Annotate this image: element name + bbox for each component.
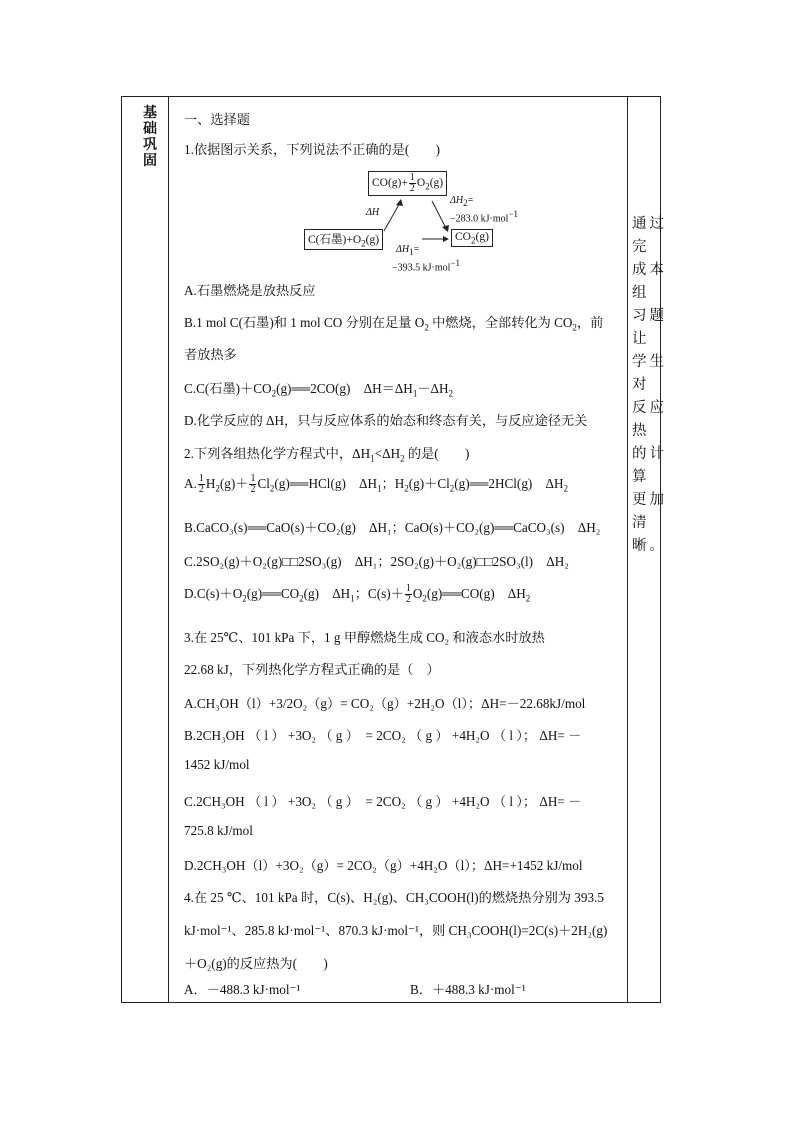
text: O [412, 586, 423, 601]
text: (g)══2CO(g) ΔH＝ΔH [276, 381, 413, 396]
subscript: 1 [412, 388, 418, 399]
text: (g) [475, 231, 489, 243]
q3-stem-line2: 22.68 kJ，下列热化学方程式正确的是（ ） [184, 662, 440, 677]
text: 的是( ) [404, 446, 470, 461]
arrow-head [396, 199, 403, 206]
numerator: 1 [409, 172, 415, 183]
fraction [198, 474, 205, 495]
dh1-label [396, 244, 419, 257]
subscript: 2 [271, 388, 277, 399]
q3-option-c-line1: C.2CH₃OH （ l ） +3O₂ （ g ） = 2CO₂ （ g ） +4H₂O （ l ）； ΔH= － [184, 794, 582, 809]
fraction [249, 474, 256, 495]
text: 中燃烧，全部转化为 CO [428, 315, 573, 330]
arrow-head [442, 225, 449, 232]
arrow-right-down [432, 201, 447, 230]
text: ，前 [576, 315, 604, 330]
numerator: 1 [405, 583, 411, 595]
fraction [405, 584, 412, 605]
text: (g)══CO [246, 586, 300, 601]
subscript: 2 [400, 453, 405, 464]
denominator: 2 [250, 484, 256, 496]
text: (g)＋ [219, 476, 249, 491]
text: Cl [257, 476, 270, 491]
side-label-char: 固 [143, 153, 157, 169]
q2-option-c: C.2SO₂(g)＋O₂(g)□□2SO₃(g) ΔH₁；2SO₂(g)＋O₂(g)□□2SO₃(l) ΔH₂ [184, 554, 569, 569]
q2-option-d [184, 583, 530, 605]
text: ΔH [366, 207, 380, 218]
subscript: 2 [424, 322, 429, 333]
note-line: 通过完 [632, 216, 667, 255]
subscript: 2 [448, 388, 454, 399]
q2-stem [184, 443, 469, 464]
denominator: 2 [198, 484, 204, 496]
arrow-left-up [384, 201, 401, 231]
text: ；H [381, 476, 405, 491]
superscript: −1 [450, 258, 460, 268]
text: C.C(石墨)＋CO [184, 381, 272, 396]
text: CO(g)+ [372, 177, 408, 190]
text: (g) ΔH [303, 586, 351, 601]
q2-option-b: B.CaCO₃(s)══CaO(s)＋CO₂(g) ΔH₁；CaO(s)＋CO₂(g)══CaCO₃(s) ΔH₂ [184, 520, 601, 535]
subscript: 2 [242, 593, 247, 604]
diagram-left-box [304, 229, 383, 250]
subscript: 2 [269, 483, 275, 494]
subscript: 2 [361, 238, 366, 249]
subscript: 1 [409, 247, 414, 257]
text: B.1 mol C(石墨)和 1 mol CO 分别在足量 O [184, 315, 425, 330]
subscript: 2 [422, 593, 427, 604]
note-line: 习题让 [632, 308, 667, 347]
text: O [416, 177, 426, 190]
subscript: 2 [404, 483, 409, 494]
q3-stem-line1: 3.在 25℃、101 kPa 下，1 g 甲醇燃烧生成 CO₂ 和液态水时放热 [184, 630, 545, 645]
q1-option-d: D.化学反应的 ΔH，只与反应体系的始态和终态有关，与反应途径无关 [184, 413, 588, 428]
text: ；C(s)＋ [354, 586, 404, 601]
text: (g)══HCl(g) ΔH [274, 476, 378, 491]
q4-stem-line3: ＋O₂(g)的反应热为( ) [184, 956, 328, 971]
note-line: 的计算 [632, 446, 667, 485]
note-line: 晰。 [632, 538, 667, 554]
text: (g)══2HCl(g) ΔH [454, 476, 564, 491]
column-divider-right [627, 97, 628, 1002]
dh2-label [450, 195, 518, 224]
q3-option-b-line1: B.2CH₃OH （ l ） +3O₂ （ g ） = 2CO₂ （ g ） +4H₂O （ l ）； ΔH= － [184, 728, 582, 743]
column-divider-left [168, 97, 169, 1002]
subscript: 2 [299, 593, 304, 604]
text: (g)＋Cl [408, 476, 450, 491]
q2-option-a [184, 473, 568, 495]
q4-stem-line1: 4.在 25 ℃、101 kPa 时，C(s)、H₂(g)、CH₃COOH(l)的燃烧热分别为 393.5 [184, 890, 604, 905]
note-line: 成本组 [632, 262, 667, 301]
subscript: 2 [425, 181, 430, 192]
note-line: 反应热 [632, 400, 667, 439]
q1-option-b-line1 [184, 312, 603, 333]
subscript: 2 [470, 235, 476, 246]
q1-option-a: A.石墨燃烧是放热反应 [184, 283, 316, 298]
text: 2.下列各组热化学方程式中，ΔH [184, 446, 371, 461]
superscript: −1 [508, 209, 518, 219]
subscript: 2 [563, 483, 568, 494]
text: (g) [365, 234, 380, 246]
side-label-char: 础 [143, 121, 157, 137]
text: CO [455, 231, 471, 243]
text: = [467, 195, 474, 206]
teaching-note [632, 213, 682, 558]
side-label-char: 基 [143, 105, 157, 121]
note-line: 学生对 [632, 354, 667, 393]
denominator: 2 [409, 183, 415, 194]
subscript: 2 [215, 483, 220, 494]
side-label-char: 巩 [143, 137, 157, 153]
section-side-label [142, 105, 158, 169]
q3-option-d: D.2CH₃OH（l）+3O₂（g）= 2CO₂（g）+4H₂O（l）；ΔH=+1452 kJ/mol [184, 858, 583, 873]
numerator: 1 [250, 473, 256, 485]
dh1-value [392, 258, 460, 273]
dh-label [366, 207, 379, 218]
numerator: 1 [198, 473, 204, 485]
text: H [205, 476, 216, 491]
enthalpy-diagram [304, 171, 534, 274]
subscript: 2 [572, 322, 577, 333]
subscript: 1 [377, 483, 382, 494]
text: ΔH [450, 195, 464, 206]
text: －ΔH [417, 381, 449, 396]
text: −283.0 kJ·mol [450, 213, 509, 225]
q1-stem: 1.依据图示关系，下列说法不正确的是( ) [184, 142, 441, 157]
diagram-right-box [451, 229, 493, 247]
subscript: 2 [463, 198, 468, 208]
text: D.C(s)＋O [184, 586, 243, 601]
subscript: 2 [449, 483, 455, 494]
q1-option-b-line2: 者放热多 [184, 347, 237, 362]
q3-option-b-line2: 1452 kJ/mol [184, 757, 250, 772]
text: (g) [429, 177, 444, 190]
subscript: 1 [370, 453, 375, 464]
q4-stem-line2: kJ·mol⁻¹、285.8 kJ·mol⁻¹、870.3 kJ·mol⁻¹，则 CH₃COOH(l)=2C(s)＋2H₂(g) [184, 923, 608, 938]
text: C(石墨)+O [308, 234, 362, 246]
text: ΔH [396, 244, 410, 255]
subscript: 1 [350, 593, 355, 604]
q4-option-a: A．－488.3 kJ·mol⁻¹ [184, 982, 301, 997]
text: −393.5 kJ·mol [392, 262, 451, 274]
lesson-table [121, 96, 667, 1003]
text: (g)══CO(g) ΔH [426, 586, 526, 601]
section-title: 一、选择题 [184, 112, 250, 127]
denominator: 2 [405, 594, 411, 606]
q3-option-a: A.CH₃OH（l）+3/2O₂（g）= CO₂（g）+2H₂O（l）；ΔH=－22.68kJ/mol [184, 696, 586, 711]
q1-option-c [184, 378, 453, 399]
text: <ΔH [374, 446, 401, 461]
text: = [413, 244, 420, 255]
text: A. [184, 476, 197, 491]
note-line: 更加清 [632, 492, 667, 531]
q4-option-b: B．＋488.3 kJ·mol⁻¹ [410, 982, 526, 997]
q3-option-c-line2: 725.8 kJ/mol [184, 823, 253, 838]
subscript: 2 [525, 593, 531, 604]
arrow-head [443, 236, 449, 242]
